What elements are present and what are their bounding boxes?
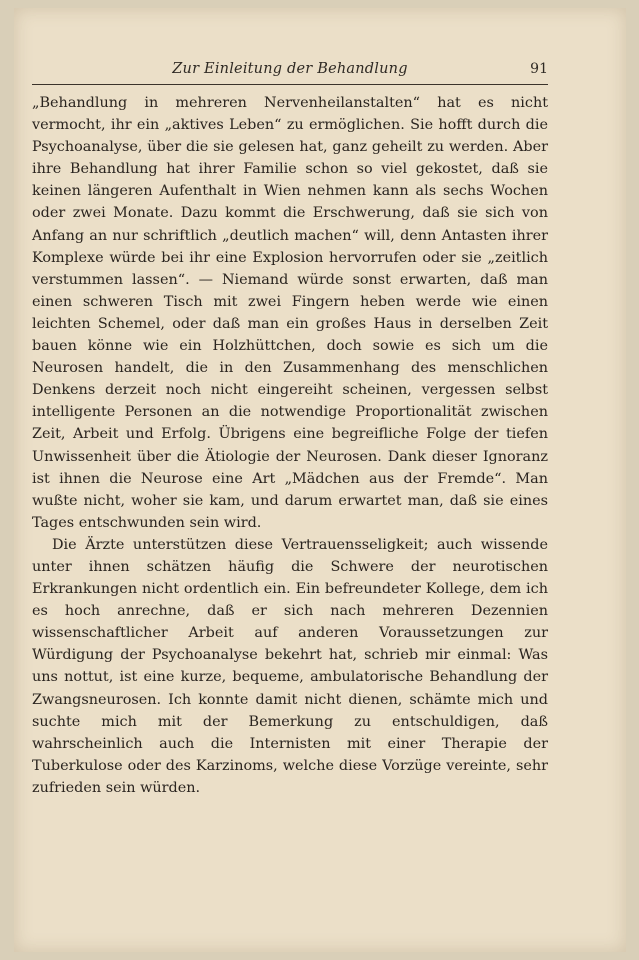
header-rule [32,84,548,85]
running-header [32,61,548,83]
paragraph-2: Die Ärzte unterstützen diese Vertrauensseligkeit; auch wissende unter ihnen schätzen häufig die Schwere der neurotischen Erkrankungen nicht ordentlich ein. Ein befreundeter Kollege, dem ich es hoch anrechne, daß er sich nach mehreren Dezennien wissenschaftlicher Arbeit auf anderen Voraussetzungen zur Würdigung der Psychoanalyse bekehrt hat, schrieb mir einmal: Was uns nottut, ist eine kurze, bequeme, ambulatorische Behandlung der Zwangsneurosen. Ich konnte damit nicht dienen, schämte mich und suchte mich mit der Bemerkung zu entschuldigen, daß wahrscheinlich auch die Internisten mit einer Therapie der Tuberkulose oder des Karzinoms, welche diese Vorzüge vereinte, sehr zufrieden sein würden. [32,536,548,796]
running-title: Zur Einleitung der Behandlung [172,61,408,77]
book-page [14,8,626,952]
page-number: 91 [530,61,548,77]
body-text [32,92,548,799]
paragraph-1: „Behandlung in mehreren Nervenheilanstalten“ hat es nicht vermocht, ihr ein „aktives Leben“ zu ermöglichen. Sie hofft durch die Psychoanalyse, über die sie gelesen hat, ganz geheilt zu werden. Aber ihre Behandlung hat ihrer Familie schon so viel gekostet, daß sie keinen längeren Aufenthalt in Wien nehmen kann als sechs Wochen oder zwei Monate. Dazu kommt die Erschwerung, daß sie sich von Anfang an nur schriftlich „deutlich machen“ will, denn Antasten ihrer Komplexe würde bei ihr eine Explosion hervorrufen oder sie „zeitlich verstummen lassen“. — Niemand würde sonst erwarten, daß man einen schweren Tisch mit zwei Fingern heben werde wie einen leichten Schemel, oder daß man ein großes Haus in derselben Zeit bauen könne wie ein Holzhüttchen, doch sowie es sich um die Neurosen handelt, die in den Zusammenhang des menschlichen Denkens derzeit noch nicht eingereiht scheinen, vergessen selbst intelligente Personen an die notwendige Proportionalität zwischen Zeit, Arbeit und Erfolg. Übrigens eine begreifliche Folge der tiefen Unwissenheit über die Ätiologie der Neurosen. Dank dieser Ignoranz ist ihnen die Neurose eine Art „Mädchen aus der Fremde“. Man wußte nicht, woher sie kam, und darum erwartet man, daß sie eines Tages entschwunden sein wird. [32,95,548,531]
